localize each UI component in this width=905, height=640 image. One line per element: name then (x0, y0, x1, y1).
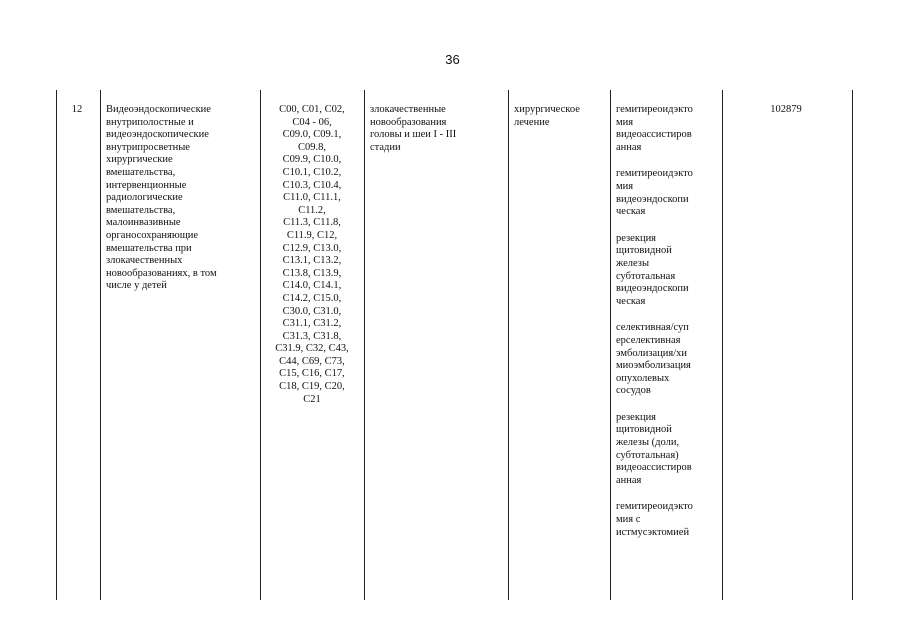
table-column-divider-1 (100, 90, 101, 600)
icd-code-line: C14.0, C14.1, (282, 280, 342, 292)
treatment-type-line: лечение (514, 116, 550, 128)
procedure-name-line: Видеоэндоскопические (106, 104, 211, 115)
treatment-method-line: щитовидной (616, 424, 672, 436)
treatment-method (616, 322, 721, 398)
cost-norm-cell: 102879 (770, 104, 802, 115)
procedure-name-line: хирургические (106, 154, 173, 166)
patient-model-line: злокачественные (370, 104, 446, 115)
treatment-method (616, 168, 721, 218)
procedure-name-line: вмешательства, (106, 204, 176, 216)
procedure-name-line: внутриполостные и (106, 116, 194, 128)
treatment-method-line: гемитиреоидэкто (616, 501, 693, 513)
treatment-method-line: субтотальная) (616, 449, 679, 461)
procedure-name-line: числе у детей (106, 280, 167, 292)
icd-code-line: C31.3, C31.8, (282, 330, 342, 342)
treatment-method-line: железы (616, 257, 650, 269)
procedure-name-line: вмешательства, (106, 166, 176, 178)
treatment-method-line: ческая (616, 206, 646, 218)
treatment-method-line: истмусэктомией (616, 526, 690, 538)
icd-code-line: C09.8, (297, 141, 326, 153)
treatment-method-line: субтотальная (616, 270, 676, 282)
treatment-method-line: видеоэндоскопи (616, 283, 689, 295)
patient-model-line: головы и шеи I - III (370, 129, 457, 141)
treatment-method-line: селективная/суп (616, 322, 689, 334)
icd-code-line: C14.2, C15.0, (282, 292, 342, 304)
patient-model-cell (370, 104, 506, 154)
icd-code-line: C44, C69, C73, (279, 355, 345, 367)
treatment-method-line: видеоассистиров (616, 462, 692, 474)
treatment-method-line: видеоассистиров (616, 129, 692, 141)
procedure-name-line: видеоэндоскопические (106, 129, 209, 141)
icd-code-line: C31.9, C32, C43, (275, 343, 349, 355)
treatment-method (616, 233, 721, 309)
procedure-name-line: органосохраняющие (106, 229, 199, 241)
table-border-right (852, 90, 853, 600)
treatment-method-line: мия (616, 116, 634, 128)
icd-code-line: C00, C01, C02, (279, 104, 345, 115)
treatment-method-line: щитовидной (616, 245, 672, 257)
table-column-divider-2 (260, 90, 261, 600)
icd-code-line: C13.1, C13.2, (282, 255, 342, 267)
procedure-name-line: радиологические (106, 192, 183, 204)
treatment-type-cell (514, 104, 610, 129)
icd-code-line: C21 (303, 393, 321, 405)
icd-codes-cell (262, 104, 362, 406)
table-column-divider-6 (722, 90, 723, 600)
treatment-method-line: миоэмболизация (616, 360, 691, 372)
treatment-type-line: хирургическое (514, 104, 580, 115)
page-number: 36 (445, 52, 460, 67)
treatment-method (616, 501, 721, 539)
icd-code-line: C11.3, C11.8, (283, 217, 341, 229)
icd-code-line: C09.9, C10.0, (282, 154, 342, 166)
icd-code-line: C11.9, C12, (286, 229, 338, 241)
treatment-method-line: железы (доли, (616, 437, 680, 449)
table-border-left (56, 90, 57, 600)
treatment-method-line: гемитиреоидэкто (616, 104, 693, 115)
patient-model-line: новообразования (370, 116, 447, 128)
icd-code-line: C11.0, C11.1, (283, 192, 341, 204)
treatment-method-line: опухолевых (616, 372, 670, 384)
row-number-cell: 12 (71, 104, 83, 115)
icd-code-line: C10.3, C10.4, (282, 179, 342, 191)
treatment-method-line: резекция (616, 232, 657, 244)
treatment-method-line: мия с (616, 514, 641, 526)
treatment-method-line: сосудов (616, 385, 651, 397)
treatment-method-line: анная (616, 474, 642, 486)
treatment-method-line: видеоэндоскопи (616, 193, 689, 205)
treatment-methods-cell (616, 104, 721, 553)
treatment-method-line: ерселективная (616, 334, 681, 346)
procedure-name-line: злокачественных (106, 255, 183, 267)
procedure-name-line: вмешательства при (106, 242, 192, 254)
icd-code-line: C13.8, C13.9, (282, 267, 342, 279)
icd-code-line: C30.0, C31.0, (282, 305, 342, 317)
icd-code-line: C04 - 06, (292, 116, 332, 128)
icd-code-line: C10.1, C10.2, (282, 166, 342, 178)
procedure-name-line: интервенционные (106, 179, 187, 191)
table-column-divider-3 (364, 90, 365, 600)
treatment-method-line: мия (616, 180, 634, 192)
treatment-method-line: резекция (616, 411, 657, 423)
icd-code-line: C18, C19, C20, (279, 381, 345, 393)
icd-code-line: C12.9, C13.0, (282, 242, 342, 254)
procedure-name-cell (106, 104, 256, 293)
patient-model-line: стадии (370, 141, 401, 153)
treatment-method-line: эмболизация/хи (616, 347, 688, 359)
treatment-method-line: анная (616, 141, 642, 153)
icd-code-line: C11.2, (298, 204, 326, 216)
procedure-name-line: малоинвазивные (106, 217, 181, 229)
treatment-method-line: ческая (616, 295, 646, 307)
procedure-name-line: новообразованиях, в том (106, 267, 217, 279)
treatment-method (616, 104, 721, 154)
table-column-divider-4 (508, 90, 509, 600)
treatment-method (616, 412, 721, 488)
icd-code-line: C15, C16, C17, (279, 368, 345, 380)
icd-code-line: C09.0, C09.1, (282, 129, 342, 141)
icd-code-line: C31.1, C31.2, (282, 318, 342, 330)
table-column-divider-5 (610, 90, 611, 600)
procedure-name-line: внутрипросветные (106, 141, 190, 153)
treatment-method-line: гемитиреоидэкто (616, 168, 693, 180)
